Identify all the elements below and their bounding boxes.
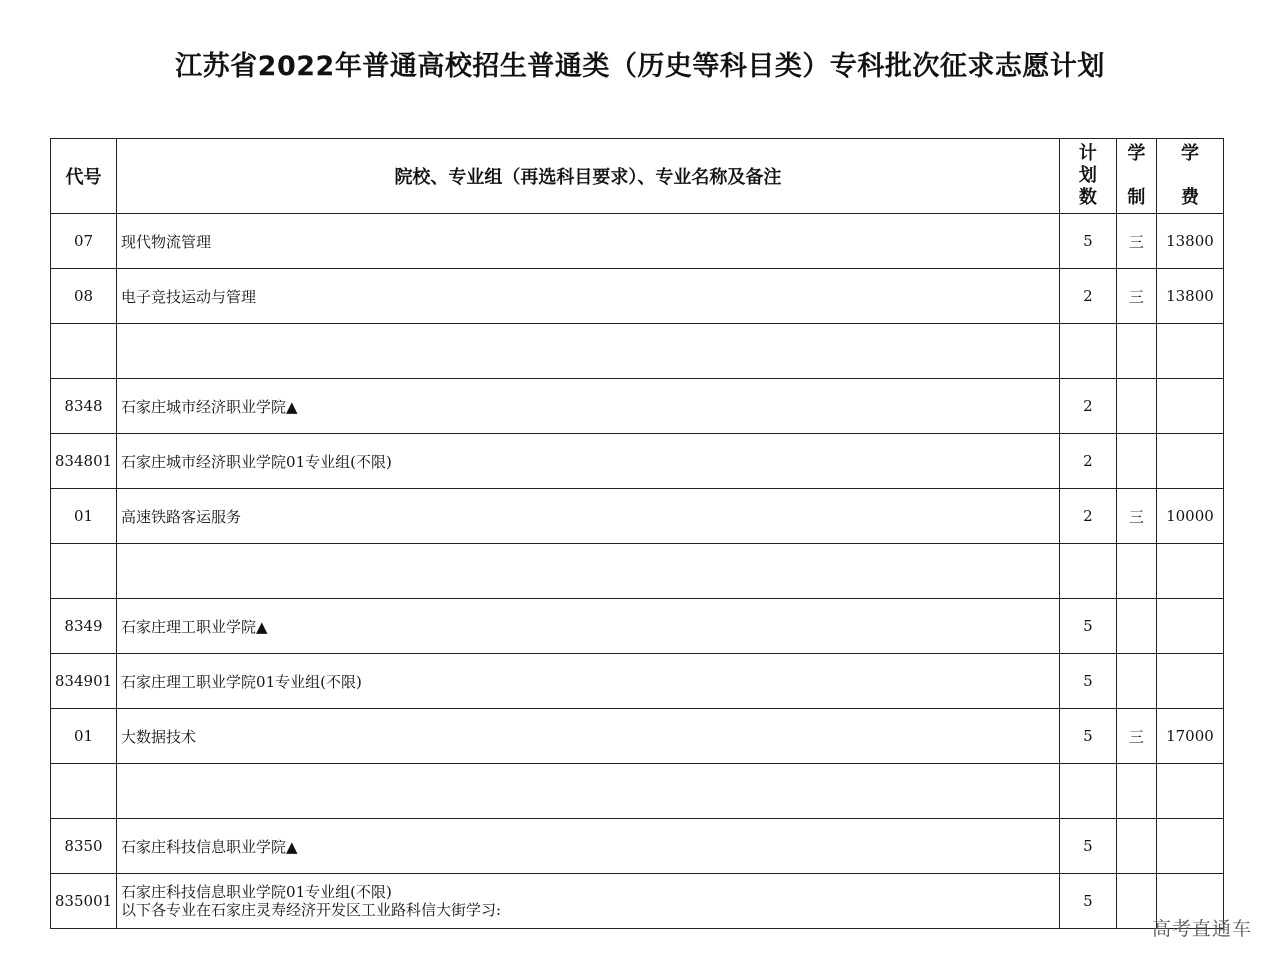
header-length [1116,139,1156,214]
cell-length [1116,379,1156,434]
cell-name [117,324,1060,379]
watermark: 高考直通车 [1151,918,1252,940]
cell-fee [1156,324,1223,379]
cell-fee [1156,379,1223,434]
cell-name: 石家庄城市经济职业学院▲ [117,379,1060,434]
header-plan-char: 计 [1078,143,1097,164]
table-row [51,489,1224,544]
cell-code: 8350 [51,819,117,874]
table-row [51,269,1224,324]
cell-length [1116,654,1156,709]
cell-plan: 5 [1059,214,1116,269]
cell-code: 07 [51,214,117,269]
cell-length: 三 [1116,709,1156,764]
table-row [51,599,1224,654]
cell-code: 01 [51,489,117,544]
cell-name: 石家庄理工职业学院01专业组(不限) [117,654,1060,709]
cell-length: 三 [1116,269,1156,324]
cell-fee [1156,599,1223,654]
cell-length [1116,819,1156,874]
cell-plan: 5 [1059,654,1116,709]
cell-length [1116,599,1156,654]
header-fee [1156,139,1223,214]
cell-name: 石家庄理工职业学院▲ [117,599,1060,654]
cell-code: 8348 [51,379,117,434]
cell-name [117,764,1060,819]
cell-code [51,544,117,599]
cell-fee: 13800 [1156,214,1223,269]
cell-plan: 5 [1059,709,1116,764]
table-row [51,874,1224,929]
header-length-char: 制 [1127,187,1146,208]
cell-code: 08 [51,269,117,324]
cell-code: 01 [51,709,117,764]
cell-fee [1156,544,1223,599]
cell-length: 三 [1116,214,1156,269]
cell-plan: 5 [1059,874,1116,929]
cell-code: 834901 [51,654,117,709]
cell-fee [1156,764,1223,819]
cell-length [1116,434,1156,489]
header-plan-char: 划 [1078,165,1097,186]
cell-plan: 2 [1059,434,1116,489]
cell-plan: 2 [1059,379,1116,434]
cell-fee: 17000 [1156,709,1223,764]
cell-name: 石家庄科技信息职业学院▲ [117,819,1060,874]
cell-name: 现代物流管理 [117,214,1060,269]
cell-code: 8349 [51,599,117,654]
header-code: 代号 [51,139,117,214]
cell-fee [1156,434,1223,489]
header-length-char: 学 [1127,143,1146,164]
cell-name [117,544,1060,599]
header-plan [1059,139,1116,214]
table-row [51,214,1224,269]
cell-name: 高速铁路客运服务 [117,489,1060,544]
cell-code: 834801 [51,434,117,489]
cell-plan: 2 [1059,489,1116,544]
cell-fee: 10000 [1156,489,1223,544]
table-row [51,379,1224,434]
cell-length [1116,764,1156,819]
cell-length [1116,324,1156,379]
table-row [51,819,1224,874]
cell-length: 三 [1116,489,1156,544]
document-title: 江苏省2022年普通高校招生普通类（历史等科目类）专科批次征求志愿计划 [175,51,1105,82]
table-row [51,709,1224,764]
table-row-empty [51,324,1224,379]
cell-length [1116,874,1156,929]
cell-length [1116,544,1156,599]
cell-plan [1059,764,1116,819]
table-row-empty [51,544,1224,599]
group-note: 以下各专业在石家庄灵寿经济开发区工业路科信大街学习: [121,901,502,919]
cell-plan: 5 [1059,599,1116,654]
cell-plan [1059,324,1116,379]
cell-code [51,764,117,819]
table-row-empty [51,764,1224,819]
cell-name [117,874,1060,929]
cell-fee [1156,654,1223,709]
cell-plan: 5 [1059,819,1116,874]
cell-plan [1059,544,1116,599]
header-name: 院校、专业组（再选科目要求）、专业名称及备注 [117,139,1060,214]
header-fee-char: 学 [1180,143,1199,164]
cell-name: 大数据技术 [117,709,1060,764]
cell-code: 835001 [51,874,117,929]
cell-fee: 13800 [1156,269,1223,324]
cell-plan: 2 [1059,269,1116,324]
cell-name: 电子竞技运动与管理 [117,269,1060,324]
enrollment-plan-table [50,138,1224,929]
cell-code [51,324,117,379]
header-plan-char: 数 [1078,187,1097,208]
table-row [51,654,1224,709]
cell-fee [1156,819,1223,874]
cell-name: 石家庄城市经济职业学院01专业组(不限) [117,434,1060,489]
table-row [51,434,1224,489]
table-header-row [51,139,1224,214]
group-name: 石家庄科技信息职业学院01专业组(不限) [121,883,392,901]
header-fee-char: 费 [1180,187,1199,208]
